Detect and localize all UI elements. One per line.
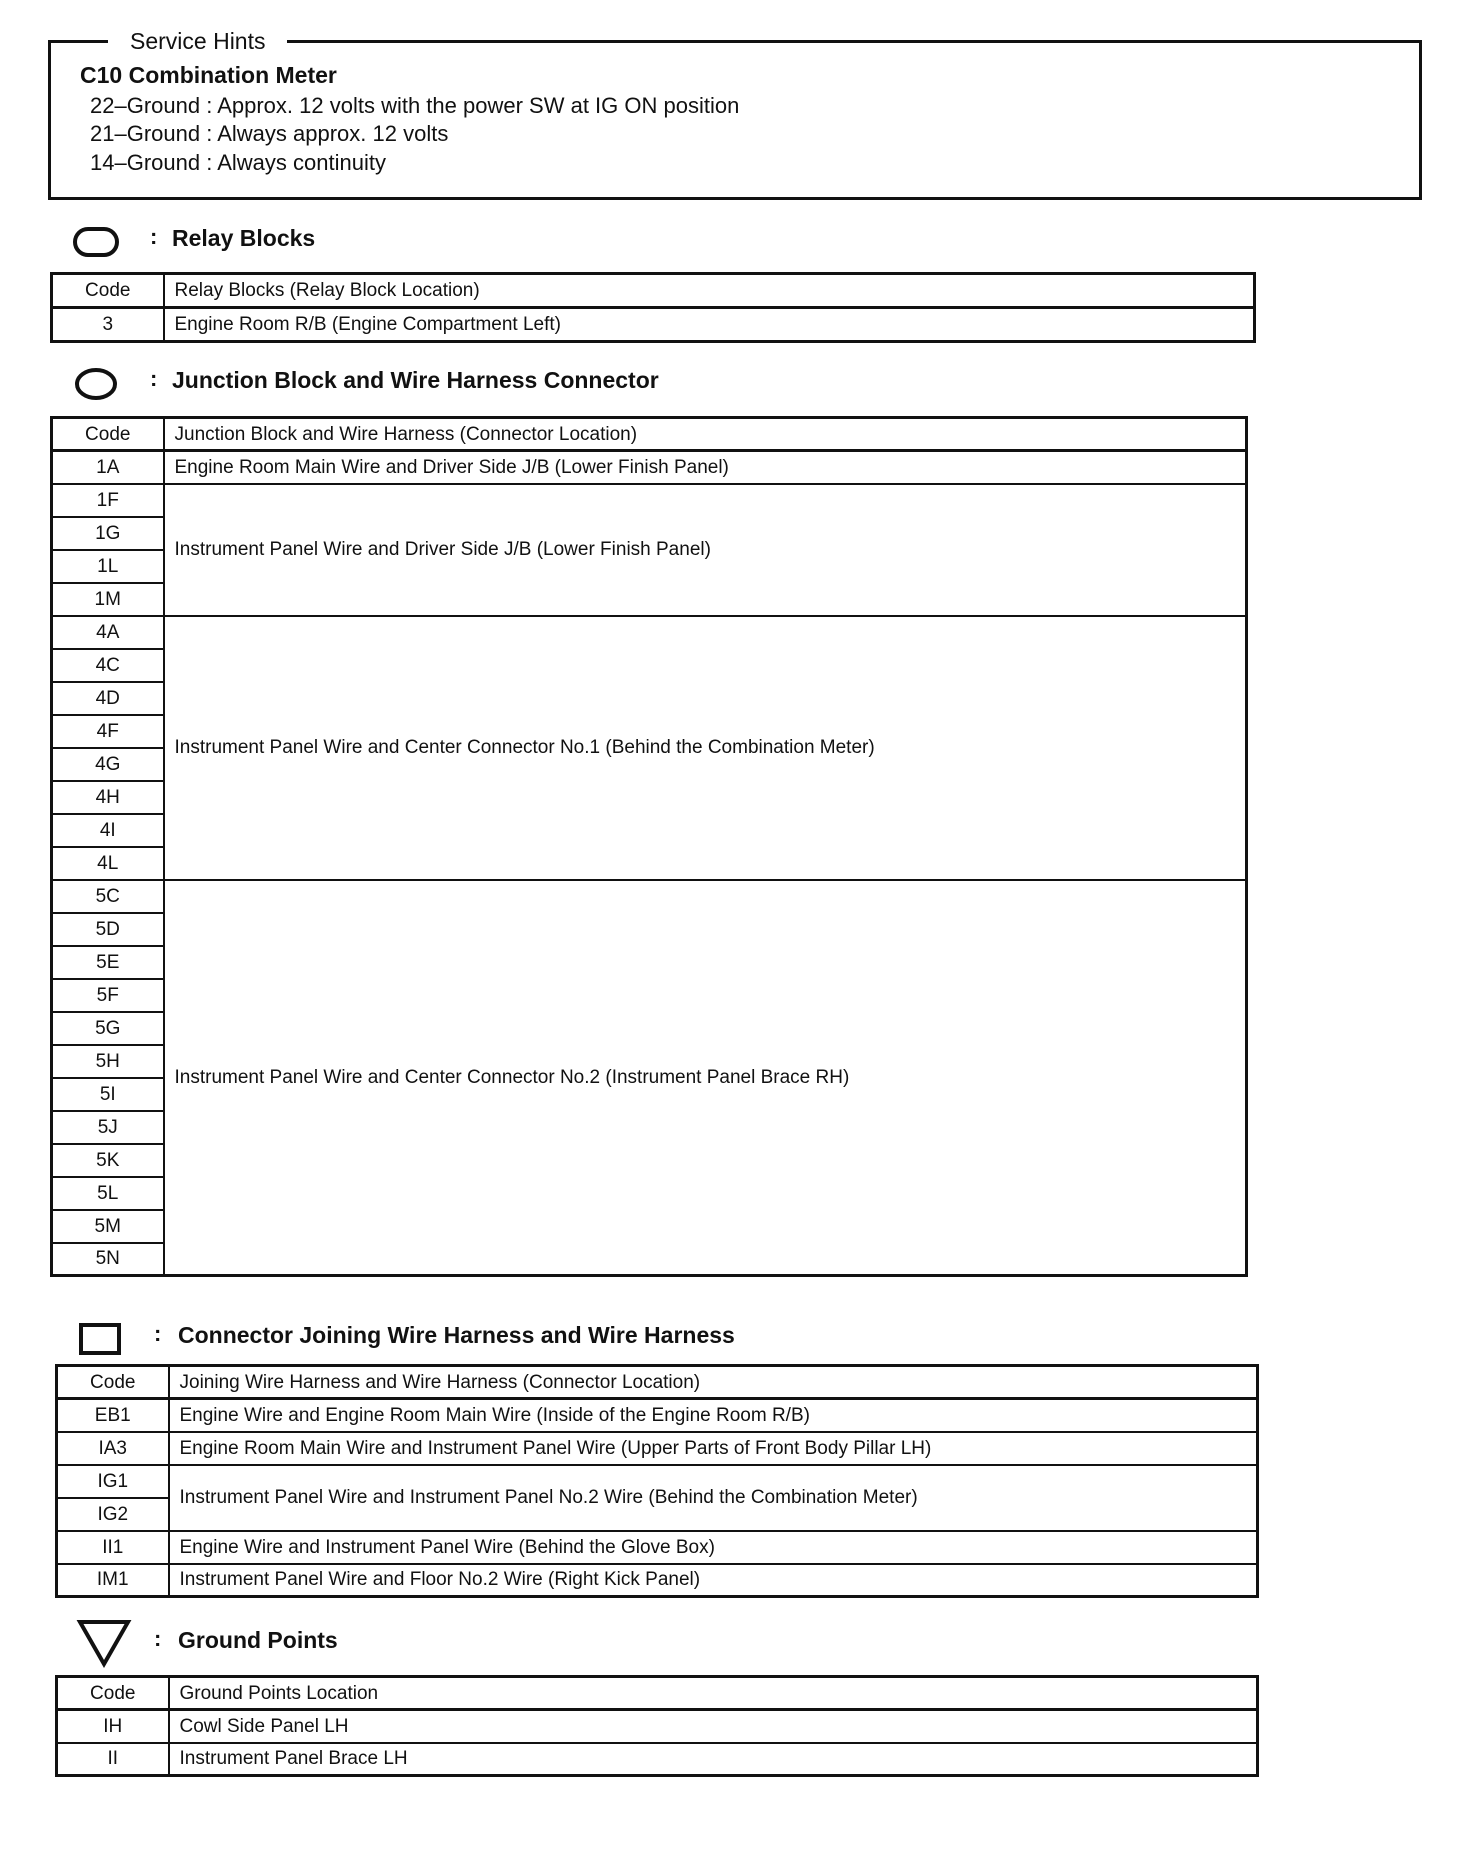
location-cell: Instrument Panel Wire and Floor No.2 Wire (Right Kick Panel) (169, 1564, 1258, 1597)
table-row (57, 1531, 1258, 1564)
connector-table (55, 1364, 1259, 1598)
table-row (52, 616, 1247, 649)
code-cell: 4A (52, 616, 164, 649)
table-row (52, 484, 1247, 517)
service-hints-legend: Service Hints (108, 26, 287, 56)
code-cell: 1F (52, 484, 164, 517)
table-row (52, 880, 1247, 913)
header-description: Junction Block and Wire Harness (Connector Location) (164, 418, 1247, 451)
oval-icon (74, 366, 118, 402)
table-header-row (52, 418, 1247, 451)
code-cell: II1 (57, 1531, 169, 1564)
rounded-rectangle-icon (72, 226, 120, 258)
table-row (57, 1399, 1258, 1432)
location-cell: Engine Wire and Instrument Panel Wire (Behind the Glove Box) (169, 1531, 1258, 1564)
code-cell: 5E (52, 946, 164, 979)
code-cell: 1L (52, 550, 164, 583)
code-cell: IH (57, 1710, 169, 1743)
code-cell: 4G (52, 748, 164, 781)
code-cell: 5M (52, 1210, 164, 1243)
code-cell: IM1 (57, 1564, 169, 1597)
header-code: Code (52, 274, 164, 308)
relay-blocks-colon: : (150, 224, 158, 249)
code-cell: II (57, 1743, 169, 1776)
service-hint-line: 22–Ground : Approx. 12 volts with the power SW at IG ON position (90, 93, 740, 118)
code-cell: IG1 (57, 1465, 169, 1498)
location-cell: Engine Room R/B (Engine Compartment Left) (164, 308, 1255, 342)
triangle-down-icon (76, 1618, 132, 1668)
code-cell: 1M (52, 583, 164, 616)
header-code: Code (57, 1677, 169, 1710)
code-cell: 5I (52, 1078, 164, 1111)
code-cell: 4C (52, 649, 164, 682)
code-cell: 5D (52, 913, 164, 946)
table-row (57, 1743, 1258, 1776)
table-row (57, 1710, 1258, 1743)
code-cell: 5C (52, 880, 164, 913)
header-description: Relay Blocks (Relay Block Location) (164, 274, 1255, 308)
code-cell: 5L (52, 1177, 164, 1210)
connector-title: Connector Joining Wire Harness and Wire Harness (178, 1322, 735, 1348)
table-row (52, 451, 1247, 484)
service-hints-title: C10 Combination Meter (80, 62, 337, 88)
code-cell: 5K (52, 1144, 164, 1177)
service-hint-line: 14–Ground : Always continuity (90, 150, 386, 175)
table-header-row (57, 1366, 1258, 1399)
header-description: Joining Wire Harness and Wire Harness (Connector Location) (169, 1366, 1258, 1399)
table-header-row (57, 1677, 1258, 1710)
location-cell: Instrument Panel Brace LH (169, 1743, 1258, 1776)
code-cell: 5J (52, 1111, 164, 1144)
code-cell: 4L (52, 847, 164, 880)
code-cell: 4I (52, 814, 164, 847)
ground-colon: : (154, 1626, 162, 1651)
table-row (57, 1432, 1258, 1465)
location-cell: Engine Room Main Wire and Driver Side J/B (Lower Finish Panel) (164, 451, 1247, 484)
location-cell: Instrument Panel Wire and Instrument Panel No.2 Wire (Behind the Combination Meter) (169, 1465, 1258, 1531)
table-row (57, 1564, 1258, 1597)
location-cell: Engine Room Main Wire and Instrument Panel Wire (Upper Parts of Front Body Pillar LH) (169, 1432, 1258, 1465)
header-code: Code (57, 1366, 169, 1399)
ground-title: Ground Points (178, 1627, 338, 1653)
code-cell: EB1 (57, 1399, 169, 1432)
location-cell: Instrument Panel Wire and Center Connector No.1 (Behind the Combination Meter) (164, 616, 1247, 880)
code-cell: 3 (52, 308, 164, 342)
code-cell: 4D (52, 682, 164, 715)
location-cell: Engine Wire and Engine Room Main Wire (Inside of the Engine Room R/B) (169, 1399, 1258, 1432)
code-cell: 5G (52, 1012, 164, 1045)
code-cell: IG2 (57, 1498, 169, 1531)
location-cell: Instrument Panel Wire and Center Connector No.2 (Instrument Panel Brace RH) (164, 880, 1247, 1276)
table-row (52, 308, 1255, 342)
code-cell: 4H (52, 781, 164, 814)
code-cell: 5N (52, 1243, 164, 1276)
ground-table (55, 1675, 1259, 1777)
connector-colon: : (154, 1321, 162, 1346)
junction-colon: : (150, 366, 158, 391)
code-cell: IA3 (57, 1432, 169, 1465)
header-code: Code (52, 418, 164, 451)
table-header-row (52, 274, 1255, 308)
code-cell: 1G (52, 517, 164, 550)
junction-table (50, 416, 1248, 1277)
code-cell: 5H (52, 1045, 164, 1078)
square-icon (78, 1322, 122, 1356)
junction-title: Junction Block and Wire Harness Connector (172, 367, 659, 393)
location-cell: Cowl Side Panel LH (169, 1710, 1258, 1743)
code-cell: 5F (52, 979, 164, 1012)
relay-blocks-title: Relay Blocks (172, 225, 316, 251)
location-cell: Instrument Panel Wire and Driver Side J/B (Lower Finish Panel) (164, 484, 1247, 616)
code-cell: 4F (52, 715, 164, 748)
service-hint-line: 21–Ground : Always approx. 12 volts (90, 121, 449, 146)
header-description: Ground Points Location (169, 1677, 1258, 1710)
relay-blocks-table (50, 272, 1256, 343)
table-row (57, 1465, 1258, 1498)
code-cell: 1A (52, 451, 164, 484)
